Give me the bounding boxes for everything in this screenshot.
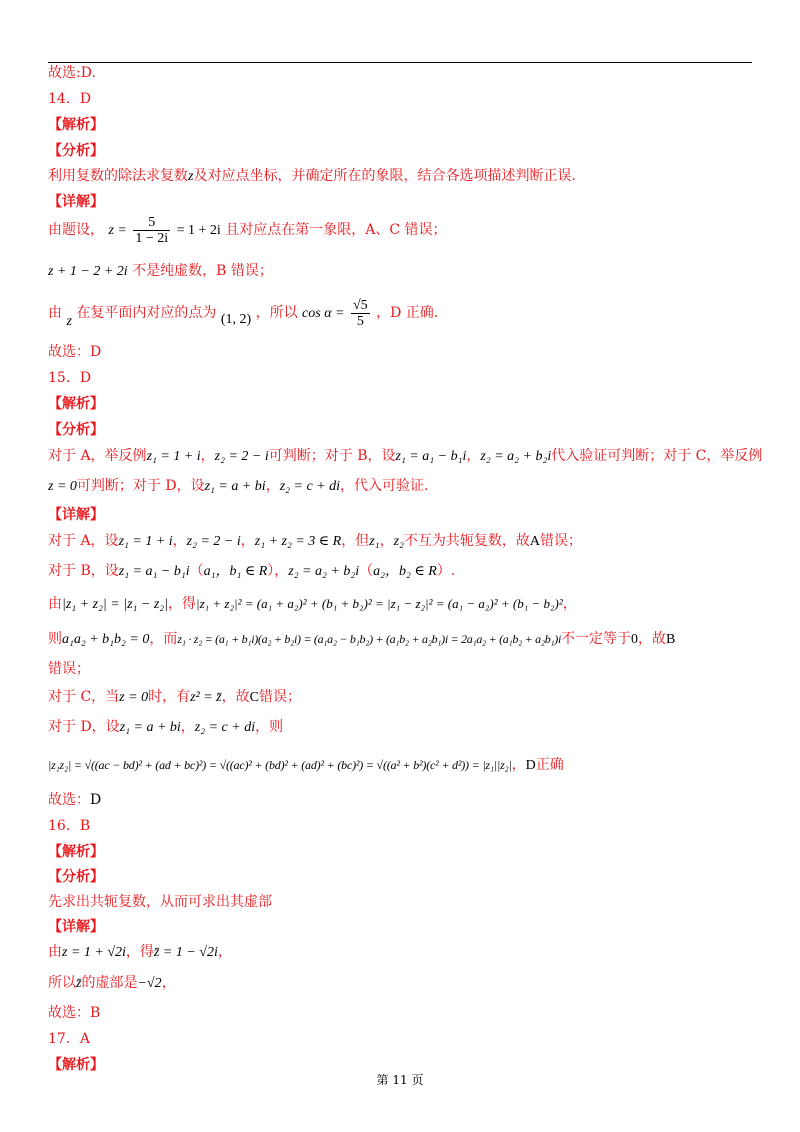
answer-line: 故选：D bbox=[48, 792, 102, 808]
detail-line: 由z = 1 + √2i，得z̄ = 1 − √2i， bbox=[48, 944, 232, 960]
detail-line: 错误； bbox=[48, 661, 90, 677]
page-number: 第 11 页 bbox=[376, 1073, 424, 1087]
detail-line: 对于 A，设z₁ = 1 + i，z₂ = 2 − i，z₁ + z₂ = 3 ∈ R，但z₁，z₂不互为共轭复数，故A错误； bbox=[48, 533, 583, 549]
detail-line: 对于 C，当z = 0时，有z² = z̄，故C错误； bbox=[48, 689, 301, 705]
analysis-text: z = 0可判断；对于 D，设z₁ = a + bi，z₂ = c + di，代入可验证. bbox=[48, 478, 429, 494]
detail-line: 由题设， z = $\frac{5}{1 - 2i}$ = 1 + 2i 且对应点在第一象限，A、C 错误； bbox=[48, 214, 447, 246]
detail-line: |z₁z₂| = √((ac − bd)² + (ad + bc)²) = √((ac)² + (bd)² + (ad)² + (bc)²) = √((a² + b²)(c² + d²)) = |z₁||z₂|，D正确 bbox=[48, 757, 564, 773]
answer-line: 故选：B bbox=[48, 1005, 101, 1021]
analysis-text: 利用复数的除法求复数z及对应点坐标，并确定所在的象限，结合各选项描述判断正误. bbox=[48, 168, 576, 184]
analysis-text: 先求出共轭复数，从而可求出其虚部 bbox=[48, 894, 272, 910]
section-xiangjie: 【详解】 bbox=[48, 507, 104, 523]
section-fenxi: 【分析】 bbox=[48, 869, 104, 885]
detail-line: 对于 D，设z₁ = a + bi，z₂ = c + di，则 bbox=[48, 719, 284, 735]
answer-line: 故选：D bbox=[48, 344, 102, 360]
section-fenxi: 【分析】 bbox=[48, 143, 104, 159]
detail-line: 则a₁a₂ + b₁b₂ = 0，而z₁ · z₂ = (a₁ + b₁i)(a₂ + b₂i) = (a₁a₂ − b₁b₂) + (a₁b₂ + a₂b₁)i = 2a₁a₂ + (a₁b₂ + a₂b₁)i不一定等于0，故B bbox=[48, 631, 676, 647]
question-16-heading: 16．B bbox=[48, 818, 91, 834]
detail-line: 由|z₁ + z₂| = |z₁ − z₂|，得|z₁ + z₂|² = (a₁ + a₂)² + (b₁ + b₂)² = |z₁ − z₂|² = (a₁ − a₂)² + (b₁ − b₂)²， bbox=[48, 596, 577, 612]
section-xiangjie: 【详解】 bbox=[48, 194, 104, 210]
question-15-heading: 15．D bbox=[48, 370, 92, 386]
header-rule bbox=[48, 62, 752, 63]
detail-line: 由 z 在复平面内对应的点为 (1, 2) ，所以 cos α = $\frac{√5}{5}$ ，D 正确. bbox=[48, 297, 439, 329]
section-xiangjie: 【详解】 bbox=[48, 919, 104, 935]
question-14-heading: 14．D bbox=[48, 91, 92, 107]
section-jiexi: 【解析】 bbox=[48, 1057, 104, 1073]
answer-line: 故选:D. bbox=[48, 65, 96, 81]
section-fenxi: 【分析】 bbox=[48, 422, 104, 438]
section-jiexi: 【解析】 bbox=[48, 396, 104, 412]
detail-line: z + 1 − 2 + 2i 不是纯虚数，B 错误； bbox=[48, 263, 273, 279]
section-jiexi: 【解析】 bbox=[48, 844, 104, 860]
detail-line: 对于 B，设z₁ = a₁ − b₁i（a₁，b₁ ∈ R），z₂ = a₂ + b₂i（a₂，b₂ ∈ R）. bbox=[48, 563, 456, 579]
question-17-heading: 17．A bbox=[48, 1031, 90, 1047]
fraction: $\frac{5}{1 - 2i}$ bbox=[135, 214, 169, 246]
section-jiexi: 【解析】 bbox=[48, 117, 104, 133]
detail-line: 所以z̄的虚部是−√2， bbox=[48, 975, 176, 991]
analysis-text: 对于 A，举反例z₁ = 1 + i，z₂ = 2 − i可判断；对于 B，设z₁ = a₁ − b₁i，z₂ = a₂ + b₂i代入验证可判断；对于 C，举反例 bbox=[48, 448, 763, 464]
fraction: $\frac{√5}{5}$ bbox=[352, 297, 368, 329]
